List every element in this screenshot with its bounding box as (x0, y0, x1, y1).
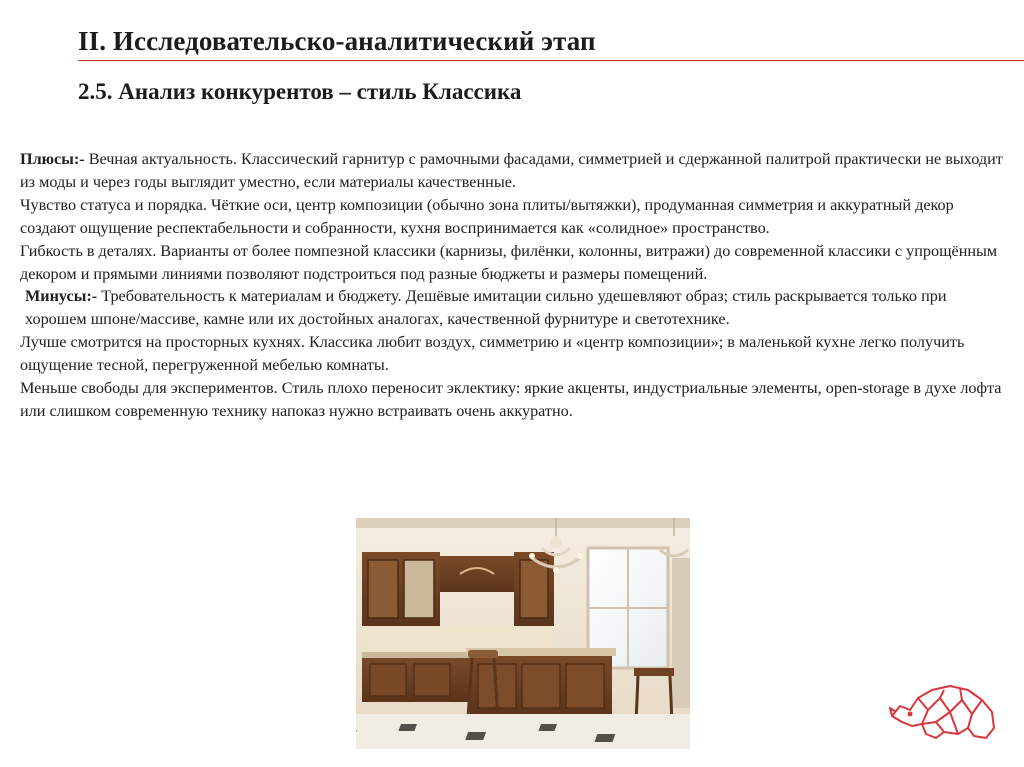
rhino-logo-icon (888, 676, 1000, 748)
pros-item-2: Чувство статуса и порядка. Чёткие оси, центр композиции (обычно зона плиты/вытяжки), продуманная симметрия и аккуратный декор создают ощущение респектабельности и собранности, кухня воспринимается как «солидное» пространство. (20, 195, 954, 237)
content-text (20, 148, 1010, 423)
kitchen-illustration (356, 518, 690, 749)
cons-paragraph-1 (20, 285, 1010, 331)
cons-label: Минусы:- (25, 287, 98, 306)
classic-kitchen-photo (356, 518, 690, 749)
pros-item-3: Гибкость в деталях. Варианты от более помпезной классики (карнизы, филёнки, колонны, витражи) до современной классики с упрощённым декором и прямыми линиями позволяют подстроиться под разные бюджеты и размеры помещений. (20, 241, 998, 283)
title-underline (78, 60, 1024, 61)
pros-item-1: Вечная актуальность. Классический гарнитур с рамочными фасадами, симметрией и сдержанной палитрой практически не выходит из моды и через годы выглядит уместно, если материалы качественные. (20, 150, 1003, 191)
rhino-logo-shape (888, 676, 1000, 748)
section-subtitle: 2.5. Анализ конкурентов – стиль Классика (78, 79, 522, 104)
pros-paragraph-1 (20, 148, 1010, 194)
cons-item-1: Требовательность к материалам и бюджету. Дешёвые имитации сильно удешевляют образ; стиль раскрывается только при хорошем шпоне/массиве, камне или их достойных аналогах, качественной фурнитуре и светотехнике. (25, 287, 947, 329)
page-title: II. Исследовательско-аналитический этап (78, 26, 596, 56)
cons-item-3: Меньше свободы для экспериментов. Стиль плохо переносит эклектику: яркие акценты, индустриальные элементы, open-storage в духе лофта или слишком современную технику напоказ нужно встраивать очень аккуратно. (20, 379, 1002, 420)
cons-item-2: Лучше смотрится на просторных кухнях. Классика любит воздух, симметрию и «центр композиции»; в маленькой кухне легко получить ощущение тесной, перегруженной мебелью комнаты. (20, 333, 965, 375)
pros-label: Плюсы:- (20, 150, 85, 168)
